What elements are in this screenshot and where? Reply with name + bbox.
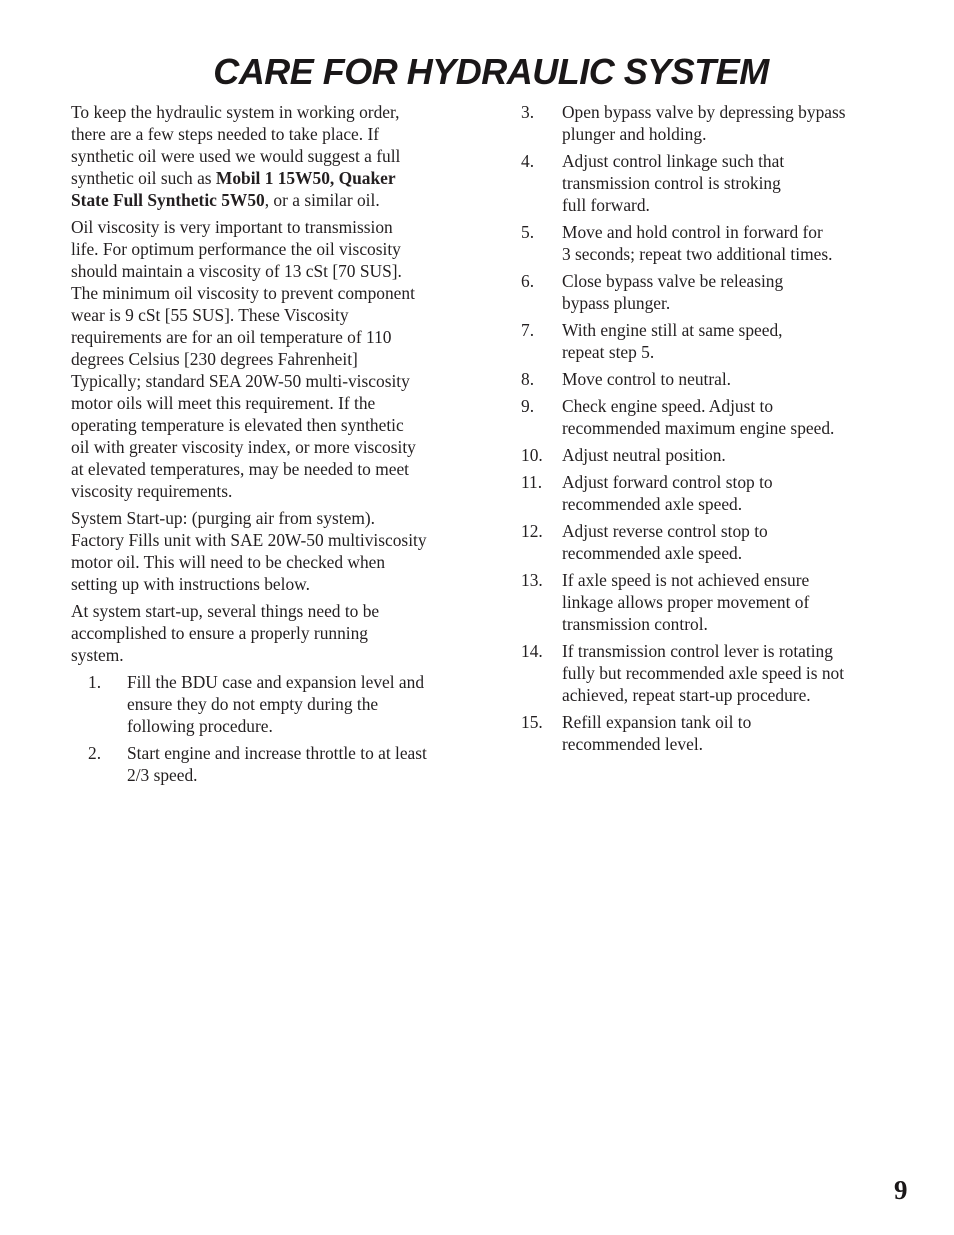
step-item: [521, 711, 891, 755]
step-text: Open bypass valve by depressing bypass plunger and holding.: [562, 102, 846, 144]
step-text: With engine still at same speed, repeat step 5.: [562, 320, 783, 362]
step-number: 2.: [88, 743, 102, 763]
page-title: CARE FOR HYDRAULIC SYSTEM: [213, 51, 769, 92]
step-text: Adjust reverse control stop to recommended axle speed.: [562, 521, 768, 563]
startup-paragraph: System Start-up: (purging air from system). Factory Fills unit with SAE 20W-50 multiviscosity motor oil. This will need to be checked when setting up with instructions below.: [71, 508, 427, 594]
step-text: Start engine and increase throttle to at least 2/3 speed.: [127, 743, 427, 785]
step-text: Refill expansion tank oil to recommended level.: [562, 712, 752, 754]
left-column: [71, 101, 471, 791]
step-item: [521, 640, 891, 706]
step-text: If axle speed is not achieved ensure linkage allows proper movement of transmission control.: [562, 570, 810, 634]
viscosity-paragraph: Oil viscosity is very important to transmission life. For optimum performance the oil viscosity should maintain a viscosity of 13 cSt [70 SUS]. The minimum oil viscosity to prevent component wear is 9 cSt [55 SUS]. These Viscosity requirements are for an oil temperature of 110 degrees Celsius [230 degrees Fahrenheit] Typically; standard SEA 20W-50 multi-viscosity motor oils will meet this requirement. If the operating temperature is elevated then synthetic oil with greater viscosity index, or more viscosity at elevated temperatures, may be needed to meet viscosity requirements.: [71, 217, 416, 501]
step-number: 9.: [521, 396, 535, 416]
step-number: 8.: [521, 369, 535, 389]
step-number: 13.: [521, 570, 543, 590]
step-text: Adjust neutral position.: [562, 445, 726, 465]
right-column: [521, 101, 891, 760]
step-item: [521, 150, 891, 216]
step-number: 12.: [521, 521, 543, 541]
intro-oil-brands: Mobil 1 15W50, Quaker State Full Synthetic 5W50: [71, 168, 396, 210]
step-number: 14.: [521, 641, 543, 661]
step-text: Adjust forward control stop to recommended axle speed.: [562, 472, 773, 514]
step-text: Move control to neutral.: [562, 369, 732, 389]
startup-steps-list-right: [521, 101, 891, 755]
step-item: [521, 319, 891, 363]
step-item: [521, 270, 891, 314]
startup-steps-list-left: [71, 671, 471, 786]
page-number: 9: [894, 1175, 908, 1205]
step-item: [521, 444, 891, 466]
step-item: [521, 395, 891, 439]
step-item: [521, 101, 891, 145]
step-text: Check engine speed. Adjust to recommended maximum engine speed.: [562, 396, 835, 438]
step-number: 11.: [521, 472, 543, 492]
intro-text-end: , or a similar oil.: [264, 190, 380, 210]
step-item: [521, 471, 891, 515]
step-text: Fill the BDU case and expansion level and ensure they do not empty during the following procedure.: [127, 672, 425, 736]
step-item: [71, 742, 471, 786]
step-number: 4.: [521, 151, 535, 171]
step-item: [521, 520, 891, 564]
step-item: [521, 569, 891, 635]
accomplish-paragraph: At system start-up, several things need to be accomplished to ensure a properly running system.: [71, 601, 380, 665]
step-number: 3.: [521, 102, 535, 122]
step-text: Adjust control linkage such that transmission control is stroking full forward.: [562, 151, 785, 215]
step-text: Close bypass valve be releasing bypass plunger.: [562, 271, 784, 313]
step-number: 15.: [521, 712, 543, 732]
step-item: [71, 671, 471, 737]
step-number: 7.: [521, 320, 535, 340]
step-item: [521, 221, 891, 265]
step-number: 1.: [88, 672, 102, 692]
step-text: Move and hold control in forward for 3 seconds; repeat two additional times.: [562, 222, 833, 264]
intro-paragraph: [71, 101, 471, 211]
step-text: If transmission control lever is rotating fully but recommended axle speed is not achieved, repeat start-up procedure.: [562, 641, 845, 705]
step-item: [521, 368, 891, 390]
intro-text: To keep the hydraulic system in working order, there are a few steps needed to take place. If synthetic oil were used we would suggest a full synthetic oil such as: [71, 102, 401, 188]
step-number: 10.: [521, 445, 543, 465]
step-number: 6.: [521, 271, 535, 291]
step-number: 5.: [521, 222, 535, 242]
